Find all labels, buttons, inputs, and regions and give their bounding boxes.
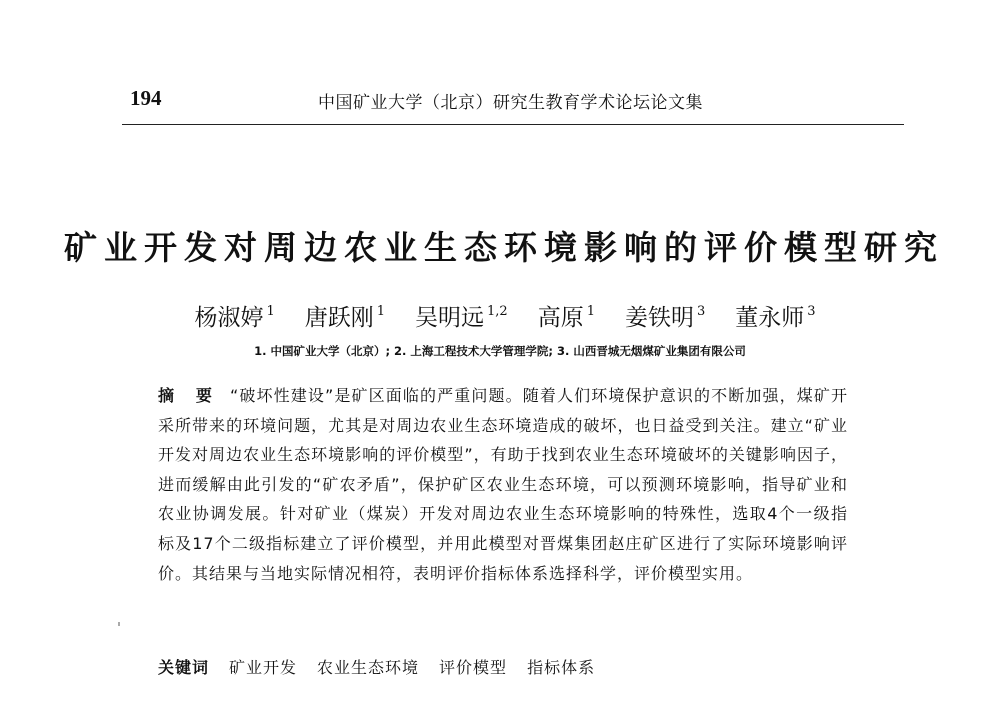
header-rule bbox=[122, 124, 904, 125]
keywords-label: 关键词 bbox=[158, 658, 210, 677]
author bbox=[415, 299, 508, 332]
author bbox=[625, 299, 705, 332]
scan-mark bbox=[118, 622, 120, 626]
author-name: 唐跃刚 bbox=[304, 305, 374, 331]
author-affiliation-mark: 1 bbox=[376, 304, 386, 319]
author-name: 吴明远 bbox=[415, 305, 485, 331]
author-name: 杨淑婷 bbox=[194, 305, 264, 331]
keyword: 指标体系 bbox=[527, 658, 596, 677]
author-name: 姜铁明 bbox=[624, 305, 694, 331]
article-title: 矿业开发对周边农业生态环境影响的评价模型研究 bbox=[64, 228, 944, 267]
author bbox=[305, 299, 385, 332]
page-number: 194 bbox=[130, 86, 162, 110]
abstract-text: “破坏性建设”是矿区面临的严重问题。随着人们环境保护意识的不断加强，煤矿开采所带来的环境问题，尤其是对周边农业生态环境造成的破坏，也日益受到关注。建立“矿业开发对周边农业生态环境影响的评价模型”，有助于找到农业生态环境破坏的关键影响因子，进而缓解由此引发的“矿农矛盾”，保护矿区农业生态环境，可以预测环境影响，指导矿业和农业协调发展。针对矿业（煤炭）开发对周边农业生态环境影响的特殊性，选取4个一级指标及17个二级指标建立了评价模型，并用此模型对晋煤集团赵庄矿区进行了实际环境影响评价。其结果与当地实际情况相符，表明评价指标体系选择科学，评价模型实用。 bbox=[158, 386, 848, 583]
author-affiliation-mark: 3 bbox=[807, 304, 816, 319]
author bbox=[735, 299, 815, 332]
author-name: 高原 bbox=[537, 305, 584, 331]
author-list bbox=[0, 299, 1000, 332]
running-head-title: 中国矿业大学（北京）研究生教育学术论坛论文集 bbox=[318, 93, 703, 113]
keyword: 评价模型 bbox=[439, 658, 508, 677]
keywords bbox=[158, 655, 848, 678]
keyword: 矿业开发 bbox=[229, 658, 298, 677]
author-affiliation-mark: 1,2 bbox=[487, 304, 508, 319]
abstract-label: 摘 要 bbox=[158, 386, 220, 405]
author-affiliation-mark: 3 bbox=[696, 304, 706, 319]
affiliations: 1. 中国矿业大学（北京）; 2. 上海工程技术大学管理学院; 3. 山西晋城无烟煤矿业集团有限公司 bbox=[254, 344, 746, 358]
author bbox=[194, 299, 274, 332]
author-name: 董永师 bbox=[735, 305, 805, 331]
keyword: 农业生态环境 bbox=[317, 658, 420, 677]
abstract bbox=[158, 381, 848, 588]
author-affiliation-mark: 1 bbox=[586, 304, 595, 319]
author-affiliation-mark: 1 bbox=[266, 304, 275, 319]
author bbox=[538, 299, 595, 332]
